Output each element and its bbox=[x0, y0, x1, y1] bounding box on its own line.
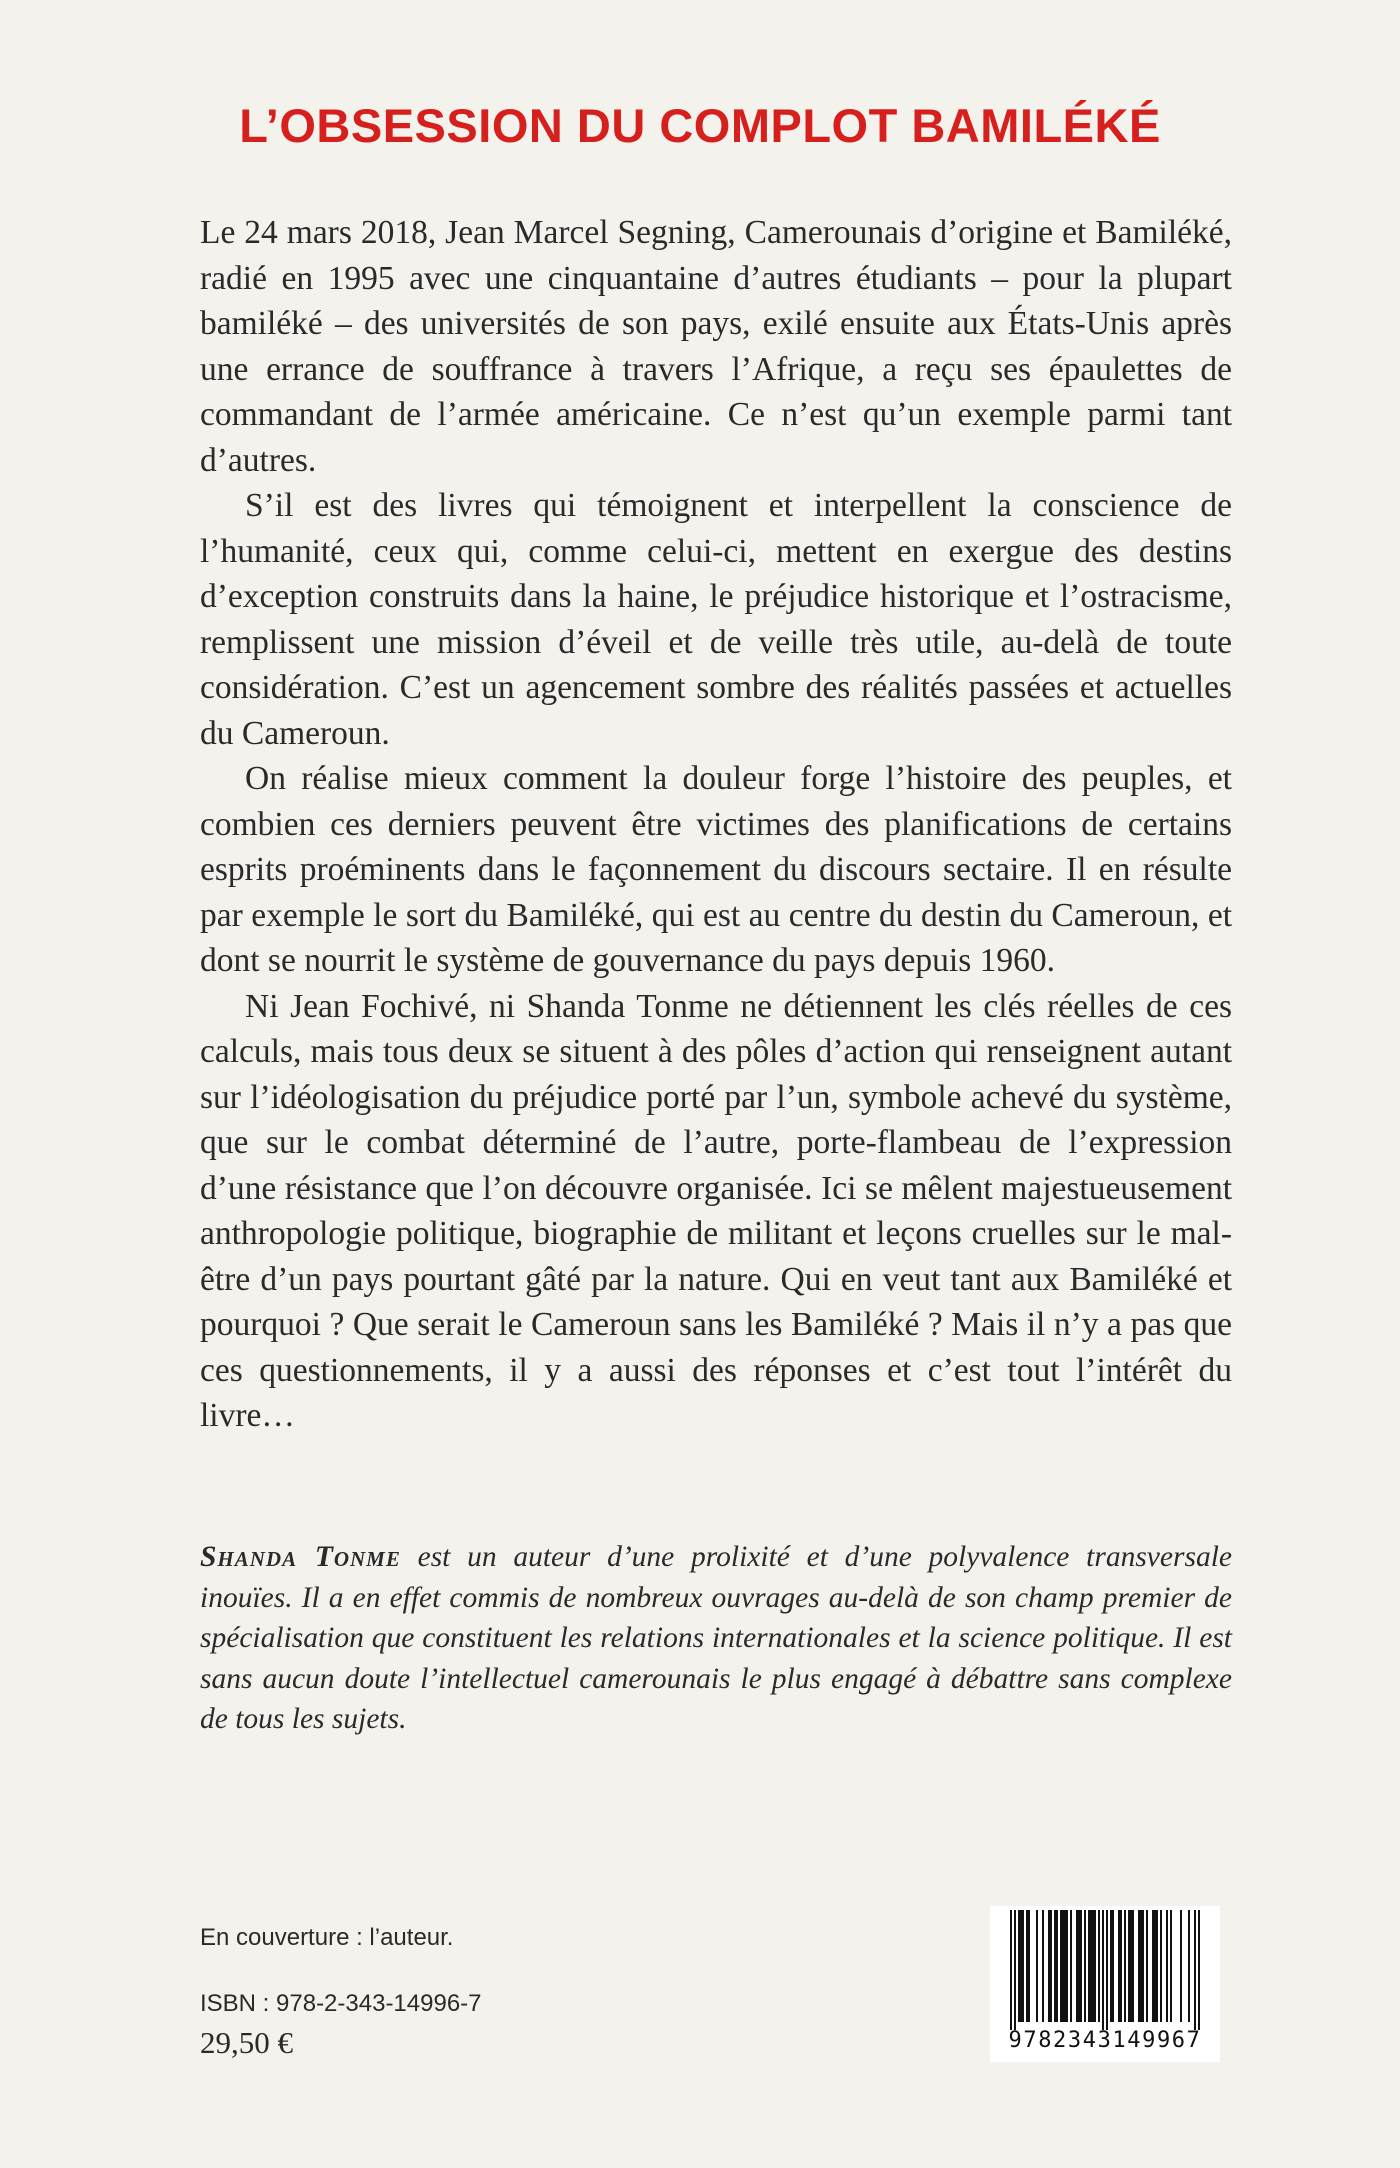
barcode-bar bbox=[1088, 1910, 1090, 2022]
barcode-bar bbox=[1188, 1910, 1190, 2022]
price-label: 29,50 € bbox=[200, 2025, 293, 2060]
barcode-digits: 9782343149967 bbox=[1008, 2028, 1202, 2053]
barcode-bar bbox=[1138, 1910, 1140, 2022]
barcode-bar bbox=[1078, 1910, 1080, 2022]
barcode-bar bbox=[1166, 1910, 1168, 2022]
barcode-bars bbox=[990, 1906, 1220, 2030]
barcode-bar bbox=[1130, 1910, 1132, 2022]
isbn-label: ISBN : 978-2-343-14996-7 bbox=[200, 1990, 482, 2017]
barcode-bar bbox=[1146, 1910, 1148, 2022]
barcode-bar bbox=[1022, 1910, 1024, 2022]
barcode-bar bbox=[1124, 1910, 1126, 2022]
barcode-bar bbox=[1028, 1910, 1030, 2022]
barcode-bar bbox=[1014, 1910, 1016, 2030]
barcode-bar bbox=[1070, 1910, 1072, 2022]
barcode-bar bbox=[1042, 1910, 1044, 2022]
barcode-bar bbox=[1010, 1910, 1012, 2030]
page-title: L’OBSESSION DU COMPLOT BAMILÉKÉ bbox=[239, 99, 1161, 152]
barcode-bar bbox=[1194, 1910, 1196, 2030]
barcode-bar bbox=[1076, 1910, 1078, 2022]
barcode-bar bbox=[1118, 1910, 1120, 2022]
barcode-bar bbox=[1094, 1910, 1096, 2022]
barcode-bar bbox=[1198, 1910, 1200, 2030]
barcode-bar bbox=[1102, 1910, 1104, 2030]
author-bio bbox=[200, 1537, 1232, 1740]
barcode-bar bbox=[1084, 1910, 1086, 2022]
barcode bbox=[990, 1906, 1220, 2062]
cover-credit: En couverture : l’auteur. bbox=[200, 1924, 454, 1951]
barcode-bar bbox=[1110, 1910, 1112, 2022]
barcode-bar bbox=[1152, 1910, 1154, 2022]
barcode-bar bbox=[1106, 1910, 1108, 2030]
blurb-paragraph-1: Le 24 mars 2018, Jean Marcel Segning, Camerounais d’origine et Bamiléké, radié en 1995 avec une cinquantaine d’autres étudiants – pour la plupart bamiléké – des universités de son pays, exilé ensuite aux États-Unis après une errance de souffrance à travers l’Afrique, a reçu ses épaulettes de commandant de l’armée américaine. Ce n’est qu’un exemple parmi tant d’autres. bbox=[200, 214, 1232, 479]
blurb bbox=[200, 210, 1232, 1439]
barcode-bar bbox=[1156, 1910, 1158, 2022]
barcode-bar bbox=[1066, 1910, 1068, 2022]
author-bio-text: est un auteur d’une prolixité et d’une polyvalence transversale inouïes. Il a en effet commis de nombreux ouvrages au-delà de son champ premier de spécialisation que constituent les relations internationales et la science politique. Il est sans aucun doute l’intellectuel camerounais le plus engagé à débattre sans complexe de tous les sujets. bbox=[200, 1541, 1232, 1735]
author-name: Shanda Tonme bbox=[200, 1541, 401, 1573]
barcode-bar bbox=[1112, 1910, 1114, 2022]
barcode-bar bbox=[1036, 1910, 1038, 2022]
barcode-bar bbox=[1140, 1910, 1142, 2022]
barcode-bar bbox=[1128, 1910, 1130, 2022]
barcode-bar bbox=[1092, 1910, 1094, 2022]
blurb-paragraph-3: On réalise mieux comment la douleur forge l’histoire des peuples, et combien ces derniers peuvent être victimes des planifications de certains esprits proéminents dans le façonnement du discours sectaire. Il en résulte par exemple le sort du Bamiléké, qui est au centre du destin du Cameroun, et dont se nourrit le système de gouvernance du pays depuis 1960. bbox=[200, 760, 1232, 979]
barcode-bar bbox=[1050, 1910, 1052, 2022]
barcode-bar bbox=[1170, 1910, 1172, 2022]
barcode-bar bbox=[1098, 1910, 1100, 2022]
barcode-bar bbox=[1026, 1910, 1028, 2022]
barcode-bar bbox=[1062, 1910, 1064, 2022]
blurb-paragraph-4: Ni Jean Fochivé, ni Shanda Tonme ne détiennent les clés réelles de ces calculs, mais tous deux se situent à des pôles d’action qui renseignent autant sur l’idéologisation du préjudice porté par l’un, symbole achevé du système, que sur le combat déterminé de l’autre, porte-flambeau de l’expression d’une résistance que l’on découvre organisée. Ici se mêlent majestueusement anthropologie politique, biographie de militant et leçons cruelles sur le mal-être d’un pays pourtant gâté par la nature. Qui en veut tant aux Bamiléké et pourquoi ? Que serait le Cameroun sans les Bamiléké ? Mais il n’y a pas que ces questionnements, il y a aussi des réponses et c’est tout l’intérêt du livre… bbox=[200, 987, 1232, 1434]
barcode-bar bbox=[1180, 1910, 1182, 2022]
barcode-bar bbox=[1120, 1910, 1122, 2022]
barcode-bar bbox=[1090, 1910, 1092, 2022]
barcode-bar bbox=[1154, 1910, 1156, 2022]
barcode-bar bbox=[1018, 1910, 1020, 2022]
barcode-bar bbox=[1064, 1910, 1066, 2022]
barcode-bar bbox=[1056, 1910, 1058, 2022]
barcode-bar bbox=[1054, 1910, 1056, 2022]
barcode-bar bbox=[1080, 1910, 1082, 2022]
barcode-bar bbox=[1142, 1910, 1144, 2022]
barcode-bar bbox=[1048, 1910, 1050, 2022]
barcode-bar bbox=[1020, 1910, 1022, 2022]
barcode-bar bbox=[1132, 1910, 1134, 2022]
blurb-paragraph-2: S’il est des livres qui témoignent et interpellent la conscience de l’humanité, ceux qui, comme celui-ci, mettent en exergue des destins d’exception construits dans la haine, le préjudice historique et l’ostracisme, remplissent une mission d’éveil et de veille très utile, au-delà de toute considération. C’est un agencement sombre des réalités passées et actuelles du Cameroun. bbox=[200, 487, 1232, 752]
barcode-bar bbox=[1060, 1910, 1062, 2022]
barcode-bar bbox=[1160, 1910, 1162, 2022]
